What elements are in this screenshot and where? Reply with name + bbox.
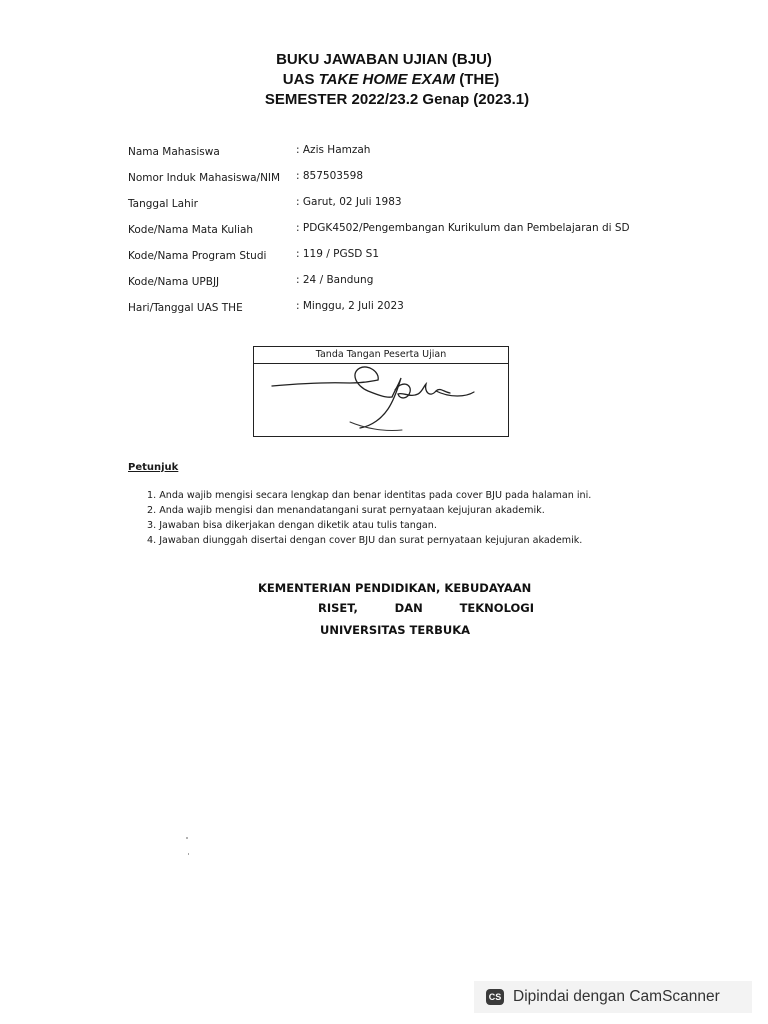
info-label: Kode/Nama Mata Kuliah: [128, 224, 254, 236]
instructions-list: [147, 488, 627, 548]
info-value: : 119 / PGSD S1: [296, 248, 380, 260]
info-row-course: [128, 224, 648, 250]
camscanner-watermark: [474, 981, 752, 1013]
footer-word: TEKNOLOGI: [459, 601, 534, 615]
signature-box: [253, 346, 509, 437]
footer-word: RISET,: [318, 601, 358, 615]
info-row-program: [128, 250, 648, 276]
footer-word: DAN: [394, 601, 423, 615]
signature-box-title: Tanda Tangan Peserta Ujian: [254, 347, 508, 364]
info-value: : PDGK4502/Pengembangan Kurikulum dan Pembelajaran di SD: [296, 222, 630, 234]
info-label: Kode/Nama Program Studi: [128, 250, 267, 262]
camscanner-text: Dipindai dengan CamScanner: [513, 988, 720, 1005]
info-value: : 857503598: [296, 170, 363, 182]
instruction-item: 2. Anda wajib mengisi dan menandatangani surat pernyataan kejujuran akademik.: [147, 505, 545, 516]
scan-speck: [188, 853, 189, 855]
header-subtitle-prefix: UAS: [282, 71, 319, 88]
info-value: : Azis Hamzah: [296, 144, 371, 156]
info-label: Nama Mahasiswa: [128, 146, 220, 158]
footer-ministry: KEMENTERIAN PENDIDIKAN, KEBUDAYAAN: [258, 581, 532, 595]
info-value: : Minggu, 2 Juli 2023: [296, 300, 404, 312]
document-header: [0, 50, 768, 110]
handwritten-signature: [254, 364, 508, 436]
info-row-upbjj: [128, 276, 648, 302]
footer-ministry-line2: [318, 601, 534, 615]
footer-university: UNIVERSITAS TERBUKA: [320, 623, 471, 637]
header-title: BUKU JAWABAN UJIAN (BJU): [276, 51, 492, 68]
header-subtitle-italic: TAKE HOME EXAM: [318, 71, 456, 88]
instruction-item: 1. Anda wajib mengisi secara lengkap dan benar identitas pada cover BJU pada halaman ini.: [147, 490, 592, 501]
info-label: Kode/Nama UPBJJ: [128, 276, 220, 288]
header-subtitle: [14, 70, 768, 90]
info-row-name: [128, 146, 648, 172]
info-row-nim: [128, 172, 648, 198]
instruction-item: 4. Jawaban diunggah disertai dengan cover BJU dan surat pernyataan kejujuran akademik.: [147, 535, 583, 546]
info-label: Tanggal Lahir: [128, 198, 198, 210]
info-label: Nomor Induk Mahasiswa/NIM: [128, 172, 281, 184]
info-row-exam-date: [128, 302, 648, 328]
info-value: : 24 / Bandung: [296, 274, 374, 286]
header-semester: SEMESTER 2022/23.2 Genap (2023.1): [264, 91, 530, 108]
info-row-birth-date: [128, 198, 648, 224]
scan-speck: [186, 837, 188, 839]
info-value: : Garut, 02 Juli 1983: [296, 196, 402, 208]
student-info: [128, 146, 648, 328]
instructions-title: Petunjuk: [128, 462, 179, 473]
camscanner-logo-icon: CS: [486, 989, 504, 1005]
info-label: Hari/Tanggal UAS THE: [128, 302, 243, 314]
instruction-item: 3. Jawaban bisa dikerjakan dengan diketik atau tulis tangan.: [147, 520, 437, 531]
header-subtitle-suffix: (THE): [455, 71, 500, 88]
